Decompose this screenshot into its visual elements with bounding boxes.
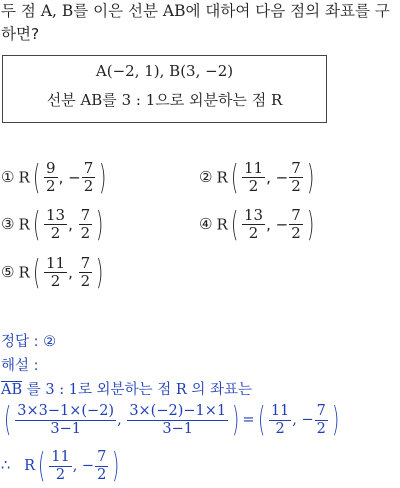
given-box bbox=[2, 55, 327, 123]
option-3[interactable]: ③ R( $\frac{13}{2}$ , $\frac{7}{2}$ ) bbox=[1, 204, 104, 245]
option-2[interactable]: ② R( $\frac{11}{2}$ , − $\frac{7}{2}$ ) bbox=[199, 157, 315, 198]
given-condition bbox=[3, 89, 326, 110]
option-point: R bbox=[18, 168, 30, 187]
option-mark: ③ bbox=[1, 215, 15, 234]
therefore-symbol: ∴ bbox=[1, 458, 11, 475]
option-4[interactable]: ④ R( $\frac{13}{2}$ , − $\frac{7}{2}$ ) bbox=[199, 204, 315, 245]
solution-final: ∴ R( $\frac{11}{2}$ , − $\frac{7}{2}$ ) bbox=[1, 446, 120, 487]
option-mark: ② bbox=[199, 168, 213, 187]
cond-ratio: 3 : 1 bbox=[121, 91, 156, 109]
fraction: $\frac{3\times(-2)-1\times 1}{3-1}$ bbox=[129, 403, 227, 437]
option-point: R bbox=[18, 215, 30, 234]
fraction: $\frac{7}{2}$ bbox=[291, 206, 301, 243]
fraction: $\frac{11}{2}$ bbox=[270, 403, 290, 437]
fraction: $\frac{11}{2}$ bbox=[244, 159, 264, 196]
option-point: R bbox=[18, 263, 30, 282]
solution-label: 해설 : bbox=[1, 358, 39, 374]
fraction: $\frac{7}{2}$ bbox=[97, 449, 107, 483]
solution-seg: $\overline{AB}$ bbox=[1, 382, 23, 398]
option-mark: ① bbox=[1, 168, 15, 187]
solution-formula: ( $\frac{3\times 3-1\times(-2)}{3-1}$ , $\frac{3\times(-2)-1\times 1}{3-1}$ ) =( $\frac{11}{2}$ , − $\frac{7}{2}$ ) bbox=[3, 400, 340, 441]
question-segment: AB bbox=[162, 2, 186, 20]
fraction: $\frac{7}{2}$ bbox=[291, 159, 301, 196]
answer-label: 정답 : ② bbox=[1, 334, 57, 350]
fraction: $\frac{3\times 3-1\times(-2)}{3-1}$ bbox=[17, 403, 115, 437]
question-part: 두 점 bbox=[1, 2, 41, 20]
option-point: R bbox=[216, 215, 228, 234]
solution-line1: $\overline{AB}$ 를 3 : 1로 외분하는 점 R 의 좌표는 bbox=[1, 382, 252, 398]
fraction: $\frac{9}{2}$ bbox=[46, 159, 56, 196]
option-5[interactable]: ⑤ R( $\frac{11}{2}$ , $\frac{7}{2}$ ) bbox=[1, 252, 104, 293]
cond-seg: AB bbox=[80, 91, 103, 109]
question-text bbox=[1, 0, 399, 46]
fraction: $\frac{13}{2}$ bbox=[46, 206, 66, 243]
option-point: R bbox=[216, 168, 228, 187]
option-1[interactable]: ① R( $\frac{9}{2}$ , − $\frac{7}{2}$ ) bbox=[1, 157, 107, 198]
option-mark: ⑤ bbox=[1, 263, 15, 282]
question-points: A, B bbox=[40, 2, 74, 20]
cond-text: 를 bbox=[102, 91, 122, 109]
fraction: $\frac{11}{2}$ bbox=[51, 449, 70, 483]
fraction: $\frac{7}{2}$ bbox=[80, 254, 91, 291]
question-part: 를 이은 선분 bbox=[73, 2, 163, 20]
cond-point: R bbox=[271, 91, 283, 109]
question-part: 에 대하여 다음 점의 좌표를 구하면? bbox=[1, 2, 390, 43]
cond-text: 으로 외분하는 점 bbox=[155, 91, 271, 109]
cond-text: 선분 bbox=[46, 91, 81, 109]
fraction: $\frac{7}{2}$ bbox=[316, 403, 326, 437]
given-points: A(−2, 1), B(3, −2) bbox=[95, 62, 234, 80]
fraction: $\frac{7}{2}$ bbox=[80, 206, 91, 243]
fraction: $\frac{11}{2}$ bbox=[46, 254, 66, 291]
option-mark: ④ bbox=[199, 215, 213, 234]
fraction: $\frac{13}{2}$ bbox=[244, 206, 264, 243]
fraction: $\frac{7}{2}$ bbox=[83, 159, 94, 196]
